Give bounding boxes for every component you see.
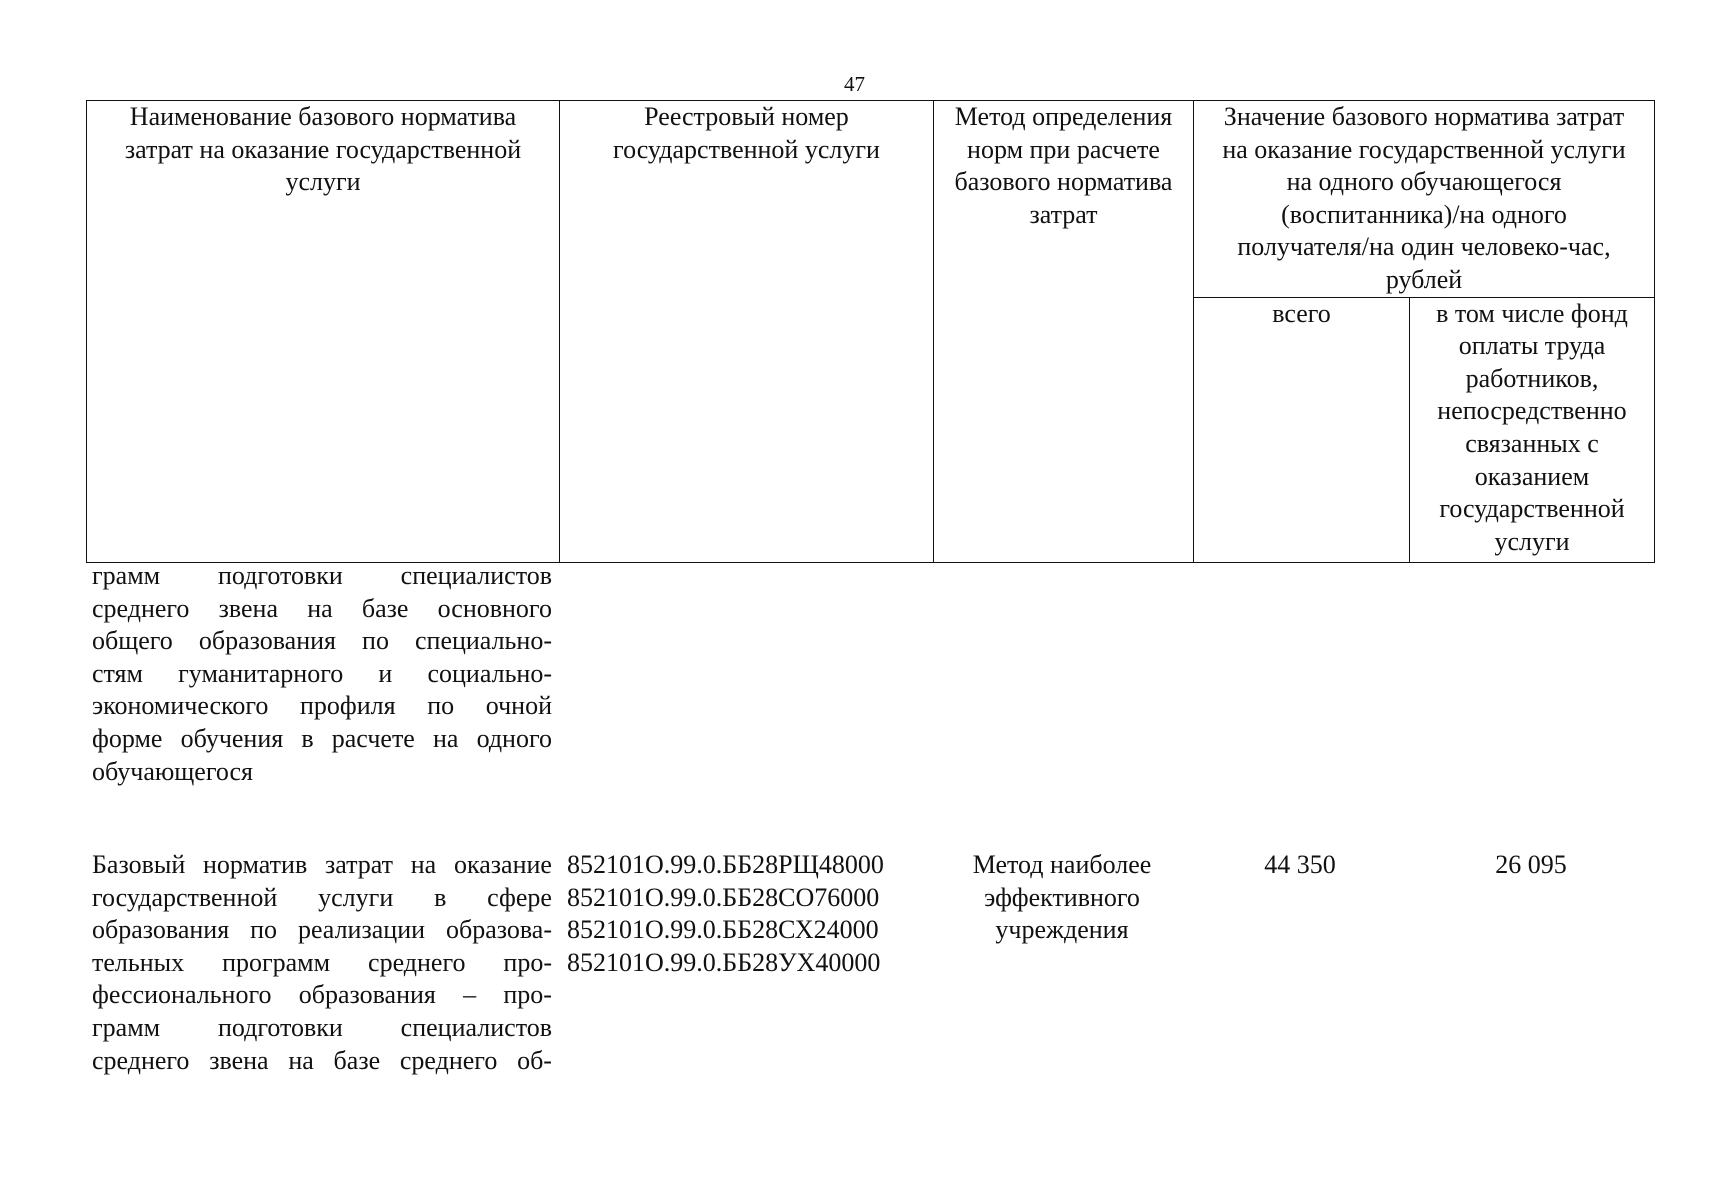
word: по: [250, 915, 278, 945]
word: образова-: [445, 915, 552, 945]
header-cell-name: [87, 101, 560, 563]
header-fund-line: связанных с: [1465, 428, 1599, 458]
word: тельных: [92, 947, 185, 977]
fund-value: 26 095: [1495, 850, 1567, 879]
header-fund-line: государственной: [1439, 494, 1625, 524]
header-name-line: Наименование базового норматива: [129, 102, 517, 131]
word: подготовки: [217, 1012, 343, 1042]
word: в: [434, 882, 447, 912]
header-value-line: (воспитанника)/на одного: [1281, 199, 1567, 229]
word: подготовки: [217, 561, 343, 590]
method-text: [932, 849, 1192, 947]
registry-code: 852101О.99.0.ББ28СХ24000: [567, 915, 879, 945]
header-fund-line: в том числе фонд: [1436, 298, 1628, 328]
entry-name-line: [92, 882, 552, 915]
header-table: [86, 100, 1655, 563]
header-method-line: затрат: [1029, 199, 1098, 229]
continuation-line: [92, 593, 552, 626]
continuation-line: [92, 560, 552, 593]
word: основного: [437, 593, 552, 623]
word: услуги: [318, 882, 394, 912]
header-cell-total: [1194, 297, 1410, 562]
word: оказание: [453, 850, 552, 879]
entry-name-line: [92, 849, 552, 882]
registry-code: 852101О.99.0.ББ28УХ40000: [567, 947, 881, 977]
header-value-line: рублей: [1385, 264, 1463, 294]
header-fund-line: оплаты труда: [1458, 331, 1606, 361]
page-number: 47: [844, 72, 865, 96]
word: среднего: [368, 947, 466, 977]
header-fund-line: оказанием: [1474, 461, 1590, 491]
word: специально-: [414, 626, 552, 656]
entry-name-line: [92, 914, 552, 947]
word: на: [410, 850, 437, 879]
word: звена: [209, 1045, 269, 1075]
word: и: [378, 658, 393, 688]
header-fund-line: работников,: [1465, 363, 1599, 393]
header-registry-line: Реестровый номер: [644, 102, 849, 131]
continuation-line: обучающегося: [92, 756, 254, 786]
word: среднего: [92, 1045, 190, 1075]
word: среднего: [399, 1045, 498, 1075]
word: общего: [92, 626, 173, 656]
registry-code: 852101О.99.0.ББ28РЩ48000: [567, 850, 884, 879]
header-value-line: Значение базового норматива затрат: [1223, 102, 1625, 131]
continuation-line: [92, 723, 552, 756]
continuation-line: [92, 625, 552, 658]
continuation-line: [92, 690, 552, 723]
header-registry-line: государственной услуги: [613, 134, 880, 164]
method-line: Метод наиболее: [972, 850, 1152, 879]
word: форме: [92, 723, 163, 753]
header-method-line: Метод определения: [954, 102, 1173, 131]
header-name-line: услуги: [285, 167, 361, 197]
word: базе: [333, 1045, 381, 1075]
header-method-line: базового норматива: [954, 167, 1173, 197]
word: –: [463, 980, 477, 1010]
word: на: [432, 723, 459, 753]
word: фессионального: [92, 980, 272, 1010]
total-value: 44 350: [1264, 850, 1336, 879]
word: по: [362, 626, 389, 656]
header-cell-fund: [1410, 297, 1655, 562]
word: затрат: [324, 850, 394, 879]
header-total-label: всего: [1272, 298, 1331, 328]
entry-name-line: [92, 1012, 552, 1045]
header-fund-line: услуги: [1494, 526, 1570, 556]
word: в: [301, 723, 314, 753]
word: государственной: [92, 882, 278, 912]
word: одного: [476, 723, 552, 753]
header-name-line: затрат на оказание государственной: [124, 134, 522, 164]
word: среднего: [92, 593, 190, 623]
header-cell-method: [934, 101, 1194, 563]
registry-code: 852101О.99.0.ББ28СО76000: [567, 882, 880, 912]
header-cell-registry: [560, 101, 934, 563]
word: социально-: [427, 658, 552, 688]
word: норматив: [203, 850, 308, 879]
header-cell-value: [1194, 101, 1655, 298]
word: про-: [503, 980, 552, 1010]
word: очной: [485, 691, 552, 721]
method-line: эффективного: [984, 882, 1140, 912]
word: сфере: [487, 882, 552, 912]
word: реализации: [297, 915, 426, 945]
word: профиля: [300, 691, 396, 721]
word: базе: [361, 593, 409, 623]
word: образования: [92, 915, 230, 945]
word: на: [307, 593, 333, 623]
word: специалистов: [400, 1012, 552, 1042]
header-method-line: норм при расчете: [967, 134, 1160, 164]
word: гуманитарного: [178, 658, 344, 688]
word: по: [427, 691, 455, 721]
word: обучения: [180, 723, 284, 753]
word: стям: [92, 658, 143, 688]
word: программ: [222, 947, 331, 977]
word: об-: [517, 1045, 552, 1075]
word: звена: [218, 593, 279, 623]
word: расчете: [331, 723, 415, 753]
header-value-line: на оказание государственной услуги: [1222, 134, 1626, 164]
word: Базовый: [92, 850, 186, 879]
word: грамм: [92, 1012, 161, 1042]
word: на: [288, 1045, 314, 1075]
entry-name-line: [92, 1045, 552, 1078]
entry-name-line: [92, 947, 552, 980]
method-line: учреждения: [995, 915, 1129, 945]
word: образования: [298, 980, 436, 1010]
entry-name: [92, 849, 552, 1077]
continuation-line: [92, 658, 552, 691]
header-value-line: на одного обучающегося: [1286, 167, 1562, 197]
word: про-: [503, 947, 552, 977]
registry-codes: [567, 849, 927, 979]
word: специалистов: [400, 561, 552, 590]
header-fund-line: непосредственно: [1437, 396, 1627, 426]
word: образования: [198, 626, 336, 656]
header-value-line: получателя/на один человеко-час,: [1237, 232, 1611, 262]
word: экономического: [92, 691, 269, 721]
entry-name-line: [92, 979, 552, 1012]
continuation-name: [92, 560, 552, 788]
word: грамм: [92, 561, 161, 590]
